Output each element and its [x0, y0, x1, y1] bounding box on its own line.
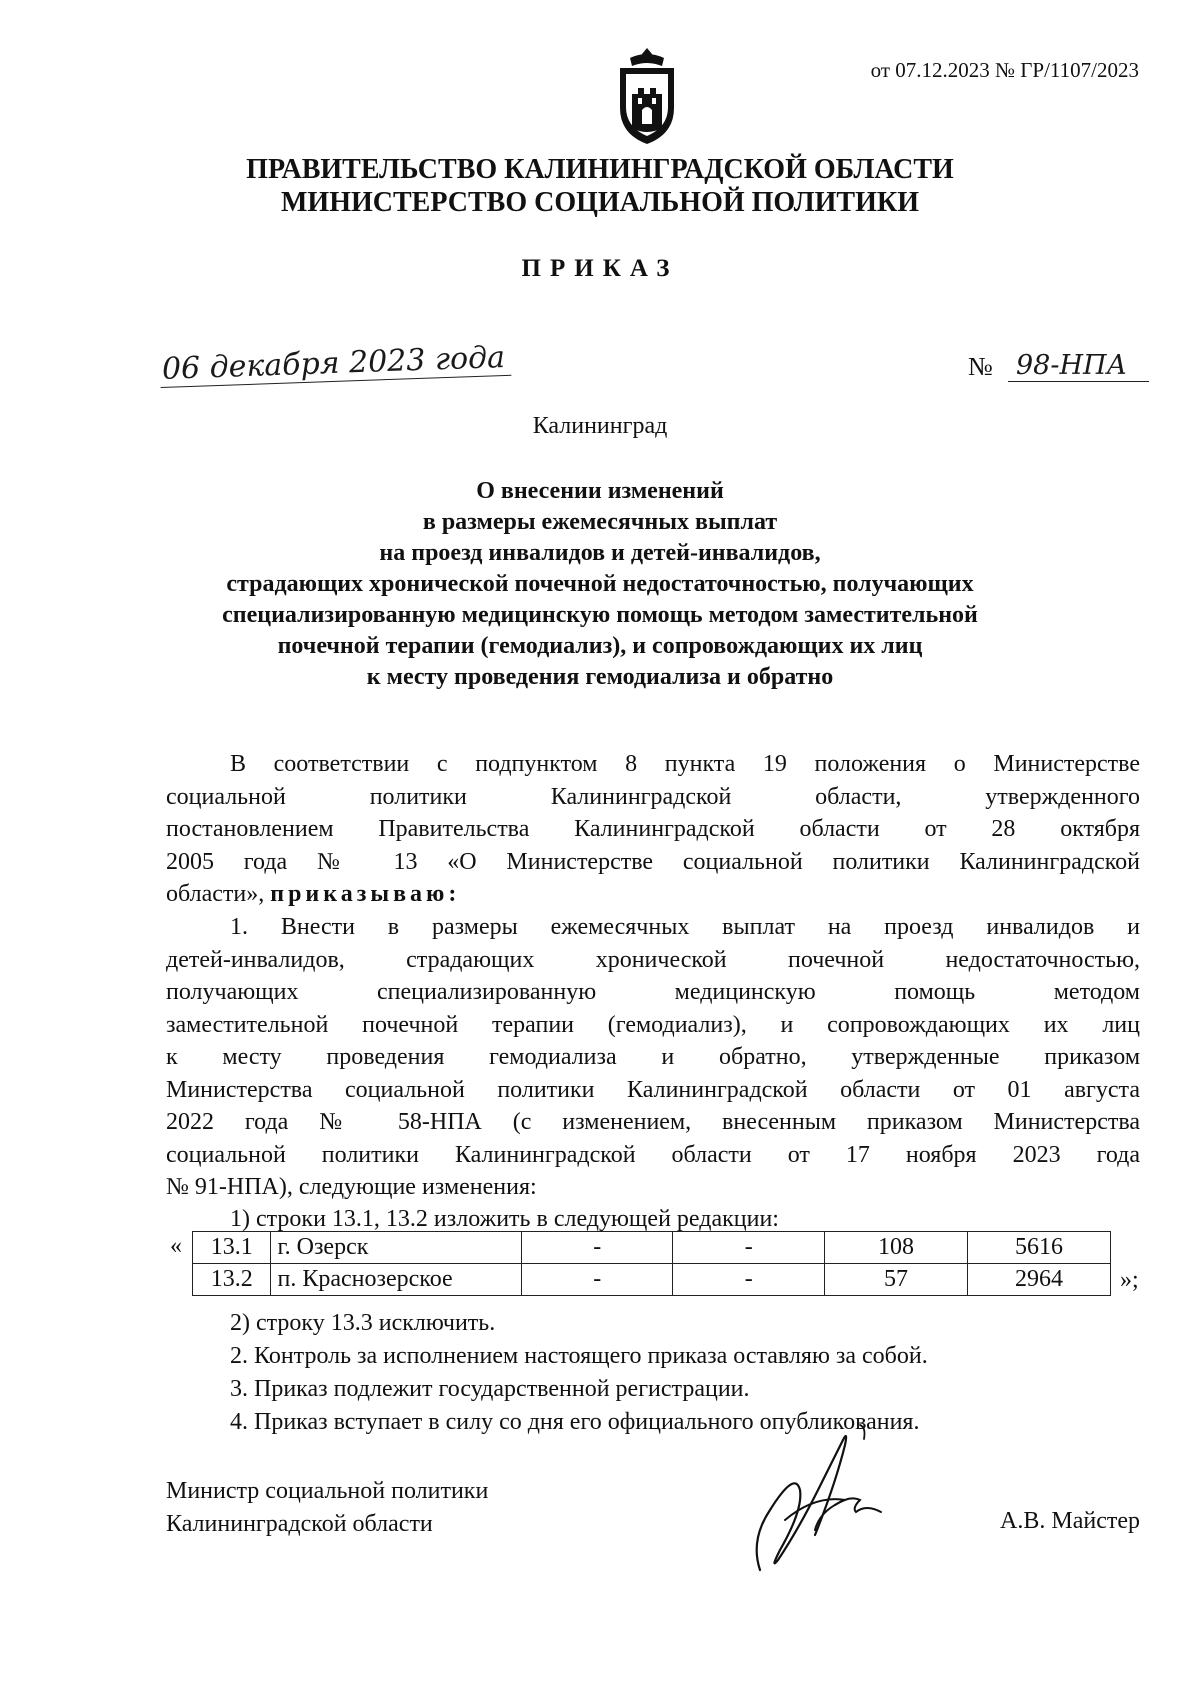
title-line: специализированную медицинскую помощь методом заместительной [222, 602, 978, 628]
clause-1-line: 2022 года № 58-НПА (с изменением, внесенным приказом Министерства [166, 1109, 1140, 1135]
preamble-line-end: области», [166, 881, 265, 907]
position-line: Калининградской области [166, 1511, 433, 1537]
handwritten-number: 98-НПА [1008, 350, 1149, 382]
number-label: № [968, 352, 993, 381]
table-cell: 2964 [968, 1264, 1111, 1296]
title-line: почечной терапии (гемодиализ), и сопровождающих их лиц [277, 633, 923, 659]
subclause-2: 2) строку 13.3 исключить. [230, 1310, 496, 1336]
city: Калининград [532, 413, 668, 439]
preamble-line: 2005 года № 13 «О Министерстве социальной политики Калининградской [166, 848, 1140, 875]
handwritten-date: 06 декабря 2023 года [159, 340, 511, 388]
handwritten-signature-icon [740, 1420, 910, 1580]
preamble-line: В соответствии с подпунктом 8 пункта 19 положения о Министерстве [230, 751, 1140, 777]
clause-1-line: получающих специализированную медицинскую помощь методом [166, 979, 1140, 1005]
document-title [150, 476, 1050, 693]
document-reference: от 07.12.2023 № ГР/1107/2023 [870, 58, 1139, 82]
document-type: ПРИКАЗ [521, 255, 679, 282]
table-cell: 57 [825, 1264, 968, 1296]
preamble-line: социальной политики Калининградской области, утвержденного [166, 783, 1140, 810]
coat-of-arms-icon [612, 46, 682, 146]
directive-word: приказываю: [270, 881, 461, 907]
title-line: О внесении изменений [476, 478, 724, 504]
clause-1-line: заместительной почечной терапии (гемодиализ), и сопровождающих их лиц [166, 1011, 1140, 1038]
quote-open: « [170, 1233, 182, 1259]
clause-2: 2. Контроль за исполнением настоящего приказа оставляю за собой. [230, 1343, 928, 1369]
subclause-1 [166, 1204, 1140, 1234]
table-cell: г. Озерск [271, 1232, 521, 1264]
title-line: в размеры ежемесячных выплат [422, 509, 778, 535]
clause-1 [166, 911, 1140, 1204]
subclause-1-text: 1) строки 13.1, 13.2 изложить в следующей редакции: [230, 1206, 779, 1232]
amendment-table [192, 1231, 1111, 1296]
organization-ministry: МИНИСТЕРСТВО СОЦИАЛЬНОЙ ПОЛИТИКИ [281, 187, 919, 218]
clause-1-line: к месту проведения гемодиализа и обратно, утвержденные приказом [166, 1044, 1140, 1070]
title-line: на проезд инвалидов и детей-инвалидов, [379, 540, 821, 566]
position-line: Министр социальной политики [166, 1478, 489, 1504]
table-cell: 5616 [968, 1232, 1111, 1264]
remaining-clauses [166, 1307, 1140, 1439]
table-cell: - [521, 1264, 673, 1296]
clause-1-line: социальной политики Калининградской области от 17 ноября 2023 года [166, 1141, 1140, 1168]
table-cell: 13.1 [193, 1232, 271, 1264]
clause-1-line: детей-инвалидов, страдающих хронической почечной недостаточностью, [166, 946, 1140, 973]
table-cell: 13.2 [193, 1264, 271, 1296]
organization-government: ПРАВИТЕЛЬСТВО КАЛИНИНГРАДСКОЙ ОБЛАСТИ [246, 154, 954, 185]
quote-close: »; [1120, 1267, 1139, 1293]
table-row [193, 1232, 1111, 1264]
title-line: страдающих хронической почечной недостаточностью, получающих [226, 571, 974, 597]
title-line: к месту проведения гемодиализа и обратно [366, 664, 834, 690]
preamble-line: постановлением Правительства Калининградской области от 28 октября [166, 816, 1140, 842]
preamble [166, 748, 1140, 911]
clause-3: 3. Приказ подлежит государственной регистрации. [230, 1376, 750, 1402]
signer-name: А.В. Майстер [1000, 1508, 1140, 1534]
table-row [193, 1264, 1111, 1296]
table-cell: - [521, 1232, 673, 1264]
clause-4: 4. Приказ вступает в силу со дня его официального опубликования. [230, 1409, 920, 1435]
table-cell: п. Краснозерское [271, 1264, 521, 1296]
preamble-line [166, 878, 1140, 911]
clause-1-line: 1. Внести в размеры ежемесячных выплат на проезд инвалидов и [230, 914, 1140, 940]
table-cell: - [673, 1264, 825, 1296]
signatory-position [166, 1475, 488, 1541]
clause-1-line: № 91-НПА), следующие изменения: [166, 1174, 537, 1200]
clause-1-line: Министерства социальной политики Калининградской области от 01 августа [166, 1076, 1140, 1103]
table-cell: - [673, 1232, 825, 1264]
table-cell: 108 [825, 1232, 968, 1264]
